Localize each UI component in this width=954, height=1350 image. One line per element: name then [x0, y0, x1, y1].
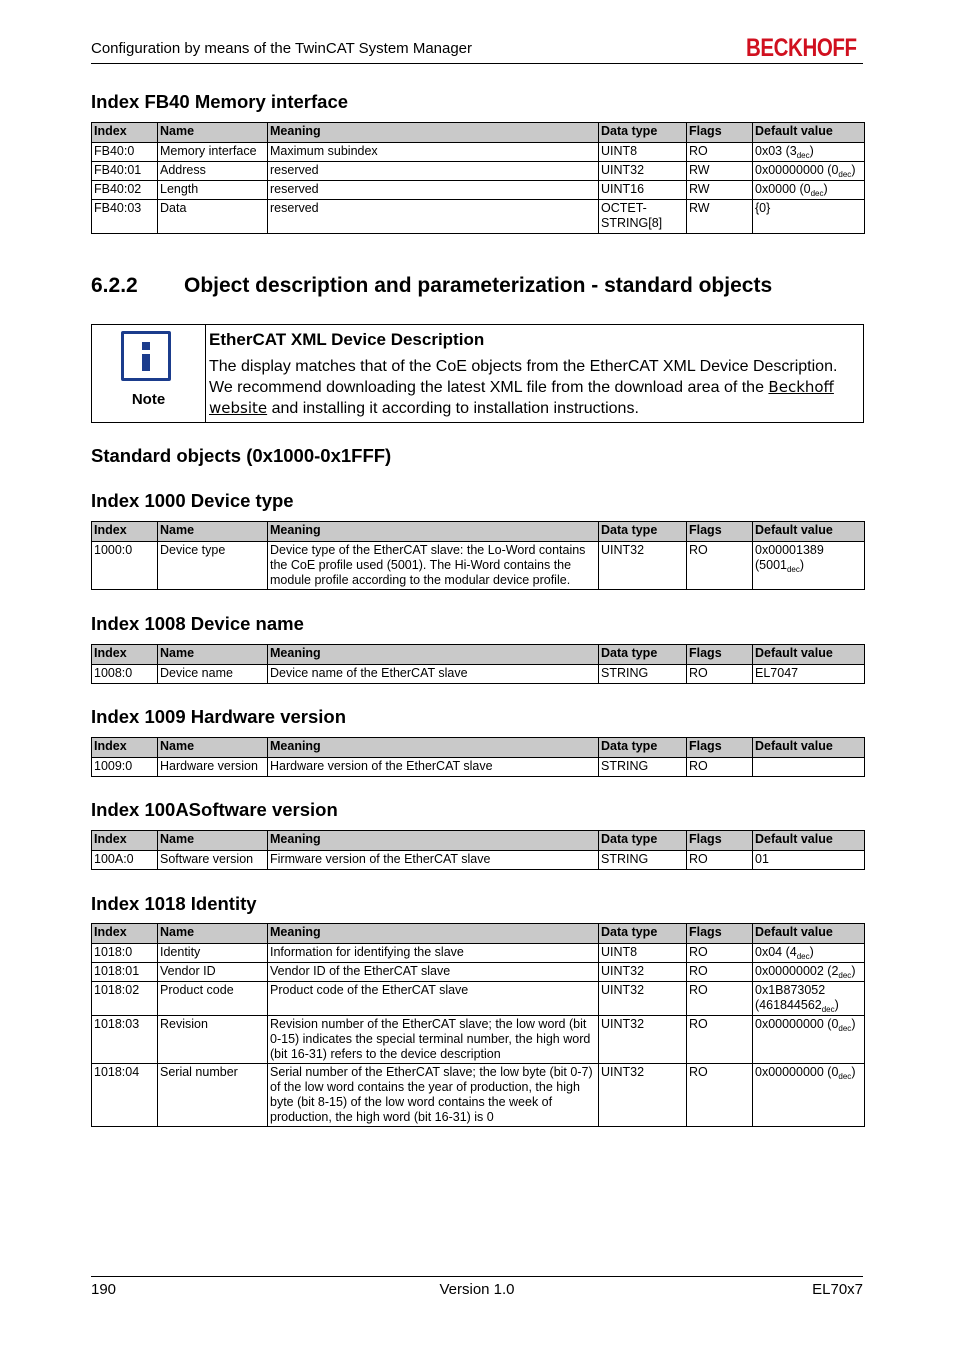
- meaning-cell: reserved: [268, 162, 599, 181]
- flags-cell: RO: [687, 758, 753, 777]
- name-cell: Data: [158, 200, 268, 234]
- default-value-cell: [753, 851, 865, 870]
- default-value-suffix: ): [851, 1065, 856, 1079]
- default-value-subscript: dec: [821, 1005, 835, 1014]
- meaning-cell: Product code of the EtherCAT slave: [268, 982, 599, 1016]
- col-data-type-header: Data type: [599, 123, 687, 143]
- table-row: [92, 162, 865, 181]
- default-value-text: 0x04 (4: [755, 945, 797, 959]
- name-cell: Address: [158, 162, 268, 181]
- flags-cell: RO: [687, 851, 753, 870]
- col-name-header: Name: [158, 831, 268, 851]
- default-value-subscript: dec: [810, 189, 824, 198]
- default-value-cell: [753, 200, 865, 234]
- default-value-cell: [753, 758, 865, 777]
- default-value-text: EL7047: [755, 666, 799, 680]
- flags-cell: RO: [687, 982, 753, 1016]
- col-meaning-header: Meaning: [268, 123, 599, 143]
- col-index-header: Index: [92, 831, 158, 851]
- col-flags-header: Flags: [687, 831, 753, 851]
- col-name-header: Name: [158, 123, 268, 143]
- beckhoff-website-link[interactable]: Beckhoff website: [209, 378, 834, 417]
- meaning-cell: Device type of the EtherCAT slave: the Lo-Word contains the CoE profile used (5001). The Hi-Word contains the module profile according to the modular device profile.: [268, 542, 599, 590]
- col-flags-header: Flags: [687, 924, 753, 944]
- meaning-cell: Maximum subindex: [268, 143, 599, 162]
- col-default-value-header: Default value: [753, 123, 865, 143]
- table-1018: [91, 923, 865, 1127]
- flags-cell: RW: [687, 200, 753, 234]
- table-row: [92, 1064, 865, 1127]
- col-flags-header: Flags: [687, 645, 753, 665]
- heading-standard-objects: Standard objects (0x1000-0x1FFF): [91, 445, 392, 466]
- name-cell: Serial number: [158, 1064, 268, 1127]
- col-index-header: Index: [92, 645, 158, 665]
- section-heading: [91, 274, 772, 298]
- index-cell: FB40:0: [92, 143, 158, 162]
- document-version: Version 1.0: [439, 1281, 515, 1298]
- default-value-subscript: dec: [838, 1024, 852, 1033]
- default-value-cell: [753, 542, 865, 590]
- meaning-cell: Information for identifying the slave: [268, 944, 599, 963]
- default-value-text: 0x00001389 (5001: [755, 543, 824, 572]
- default-value-suffix: ): [851, 964, 856, 978]
- name-cell: Memory interface: [158, 143, 268, 162]
- name-cell: Identity: [158, 944, 268, 963]
- table-row: [92, 200, 865, 234]
- default-value-cell: [753, 162, 865, 181]
- col-index-header: Index: [92, 522, 158, 542]
- default-value-suffix: ): [851, 163, 856, 177]
- table-row: [92, 143, 865, 162]
- meaning-cell: Firmware version of the EtherCAT slave: [268, 851, 599, 870]
- default-value-suffix: ): [823, 182, 828, 196]
- index-cell: FB40:01: [92, 162, 158, 181]
- flags-cell: RO: [687, 143, 753, 162]
- col-default-value-header: Default value: [753, 645, 865, 665]
- default-value-text: {0}: [755, 201, 771, 215]
- footer-rule: [91, 1276, 863, 1277]
- col-name-header: Name: [158, 738, 268, 758]
- section-title: Object description and parameterization - standard objects: [184, 274, 773, 297]
- name-cell: Device type: [158, 542, 268, 590]
- meaning-cell: Hardware version of the EtherCAT slave: [268, 758, 599, 777]
- note-body: [209, 356, 857, 419]
- data-type-cell: UINT32: [599, 982, 687, 1016]
- page-number: 190: [91, 1281, 117, 1298]
- col-data-type-header: Data type: [599, 924, 687, 944]
- index-cell: FB40:02: [92, 181, 158, 200]
- col-flags-header: Flags: [687, 738, 753, 758]
- default-value-cell: [753, 1016, 865, 1064]
- table-row: [92, 851, 865, 870]
- col-index-header: Index: [92, 123, 158, 143]
- running-header: Configuration by means of the TwinCAT System Manager: [91, 40, 473, 57]
- meaning-cell: Serial number of the EtherCAT slave; the low byte (bit 0-7) of the low word contains the year of production, the high byte (bit 8-15) of the low word contains the week of production, the high word (bit 16-31) is 0: [268, 1064, 599, 1127]
- default-value-text: 0x00000002 (2: [755, 964, 839, 978]
- index-cell: 1000:0: [92, 542, 158, 590]
- default-value-suffix: ): [809, 144, 814, 158]
- col-index-header: Index: [92, 738, 158, 758]
- col-meaning-header: Meaning: [268, 831, 599, 851]
- default-value-text: 0x03 (3: [755, 144, 797, 158]
- col-default-value-header: Default value: [753, 738, 865, 758]
- col-meaning-header: Meaning: [268, 522, 599, 542]
- heading-fb40: Index FB40 Memory interface: [91, 91, 349, 112]
- col-data-type-header: Data type: [599, 831, 687, 851]
- col-flags-header: Flags: [687, 522, 753, 542]
- section-number: 6.2.2: [91, 274, 138, 297]
- table-fb40: [91, 122, 865, 234]
- table-row: [92, 944, 865, 963]
- default-value-text: 0x00000000 (0: [755, 1017, 839, 1031]
- col-index-header: Index: [92, 924, 158, 944]
- flags-cell: RO: [687, 1016, 753, 1064]
- col-data-type-header: Data type: [599, 738, 687, 758]
- col-meaning-header: Meaning: [268, 645, 599, 665]
- data-type-cell: UINT32: [599, 1064, 687, 1127]
- table-row: [92, 1016, 865, 1064]
- meaning-cell: reserved: [268, 181, 599, 200]
- table-header-row: [92, 522, 865, 542]
- col-flags-header: Flags: [687, 123, 753, 143]
- col-meaning-header: Meaning: [268, 738, 599, 758]
- default-value-cell: [753, 963, 865, 982]
- note-text-1: The display matches that of the CoE objects from the EtherCAT XML Device Description. We recommend downloading the latest XML file from the download area of the: [209, 358, 838, 396]
- data-type-cell: STRING: [599, 758, 687, 777]
- default-value-subscript: dec: [838, 170, 852, 179]
- default-value-text: 0x00000000 (0: [755, 1065, 839, 1079]
- meaning-cell: Vendor ID of the EtherCAT slave: [268, 963, 599, 982]
- data-type-cell: UINT8: [599, 143, 687, 162]
- flags-cell: RO: [687, 542, 753, 590]
- table-header-row: [92, 738, 865, 758]
- default-value-suffix: ): [809, 945, 814, 959]
- table-header-row: [92, 123, 865, 143]
- table-row: [92, 542, 865, 590]
- note-title: EtherCAT XML Device Description: [209, 330, 485, 349]
- default-value-cell: [753, 944, 865, 963]
- name-cell: Device name: [158, 665, 268, 684]
- data-type-cell: STRING: [599, 851, 687, 870]
- header-rule: [91, 63, 863, 64]
- data-type-cell: UINT32: [599, 963, 687, 982]
- name-cell: Software version: [158, 851, 268, 870]
- name-cell: Hardware version: [158, 758, 268, 777]
- note-text-2: and installing it according to installation instructions.: [267, 400, 639, 417]
- table-row: [92, 963, 865, 982]
- name-cell: Vendor ID: [158, 963, 268, 982]
- col-name-header: Name: [158, 924, 268, 944]
- data-type-cell: UINT32: [599, 162, 687, 181]
- default-value-cell: [753, 1064, 865, 1127]
- data-type-cell: OCTET-STRING[8]: [599, 200, 687, 234]
- note-box: [91, 324, 864, 423]
- default-value-suffix: ): [799, 558, 805, 572]
- default-value-text: 0x00000000 (0: [755, 163, 839, 177]
- index-cell: FB40:03: [92, 200, 158, 234]
- default-value-cell: [753, 665, 865, 684]
- flags-cell: RW: [687, 181, 753, 200]
- data-type-cell: UINT32: [599, 1016, 687, 1064]
- default-value-subscript: dec: [838, 971, 852, 980]
- heading-1009: Index 1009 Hardware version: [91, 706, 347, 727]
- index-cell: 1018:0: [92, 944, 158, 963]
- note-icon-cell: [92, 325, 206, 422]
- heading-1000: Index 1000 Device type: [91, 490, 294, 511]
- name-cell: Revision: [158, 1016, 268, 1064]
- default-value-subscript: dec: [838, 1072, 852, 1081]
- default-value-subscript: dec: [796, 952, 810, 961]
- default-value-suffix: ): [834, 998, 839, 1012]
- heading-1008: Index 1008 Device name: [91, 613, 304, 634]
- index-cell: 1018:03: [92, 1016, 158, 1064]
- table-1008: [91, 644, 865, 684]
- flags-cell: RO: [687, 665, 753, 684]
- default-value-suffix: ): [851, 1017, 856, 1031]
- table-row: [92, 665, 865, 684]
- index-cell: 1009:0: [92, 758, 158, 777]
- default-value-cell: [753, 982, 865, 1016]
- flags-cell: RO: [687, 1064, 753, 1127]
- table-header-row: [92, 831, 865, 851]
- info-icon: [121, 331, 171, 381]
- name-cell: Product code: [158, 982, 268, 1016]
- default-value-cell: [753, 143, 865, 162]
- index-cell: 100A:0: [92, 851, 158, 870]
- note-label: Note: [131, 391, 166, 408]
- heading-100a: Index 100ASoftware version: [91, 799, 338, 820]
- table-row: [92, 758, 865, 777]
- index-cell: 1018:02: [92, 982, 158, 1016]
- col-default-value-header: Default value: [753, 522, 865, 542]
- default-value-text: 0x0000 (0: [755, 182, 811, 196]
- data-type-cell: UINT8: [599, 944, 687, 963]
- name-cell: Length: [158, 181, 268, 200]
- col-data-type-header: Data type: [599, 522, 687, 542]
- col-default-value-header: Default value: [753, 831, 865, 851]
- table-100a: [91, 830, 865, 870]
- data-type-cell: STRING: [599, 665, 687, 684]
- default-value-cell: [753, 181, 865, 200]
- col-name-header: Name: [158, 645, 268, 665]
- default-value-subscript: dec: [796, 151, 810, 160]
- table-row: [92, 982, 865, 1016]
- data-type-cell: UINT16: [599, 181, 687, 200]
- default-value-text: 0x1B873052 (461844562: [755, 983, 826, 1012]
- flags-cell: RO: [687, 944, 753, 963]
- col-default-value-header: Default value: [753, 924, 865, 944]
- meaning-cell: Revision number of the EtherCAT slave; the low word (bit 0-15) indicates the special terminal number, the high word (bit 16-31) refers to the device description: [268, 1016, 599, 1064]
- table-1000: [91, 521, 865, 590]
- meaning-cell: Device name of the EtherCAT slave: [268, 665, 599, 684]
- table-row: [92, 181, 865, 200]
- col-data-type-header: Data type: [599, 645, 687, 665]
- flags-cell: RO: [687, 963, 753, 982]
- index-cell: 1008:0: [92, 665, 158, 684]
- heading-1018: Index 1018 Identity: [91, 893, 257, 914]
- table-header-row: [92, 924, 865, 944]
- meaning-cell: reserved: [268, 200, 599, 234]
- beckhoff-logo: BECKHOFF: [746, 34, 857, 62]
- flags-cell: RW: [687, 162, 753, 181]
- col-meaning-header: Meaning: [268, 924, 599, 944]
- default-value-text: 01: [755, 852, 769, 866]
- table-1009: [91, 737, 865, 777]
- index-cell: 1018:04: [92, 1064, 158, 1127]
- col-name-header: Name: [158, 522, 268, 542]
- data-type-cell: UINT32: [599, 542, 687, 590]
- default-value-subscript: dec: [786, 565, 800, 574]
- index-cell: 1018:01: [92, 963, 158, 982]
- product-name: EL70x7: [812, 1281, 863, 1298]
- table-header-row: [92, 645, 865, 665]
